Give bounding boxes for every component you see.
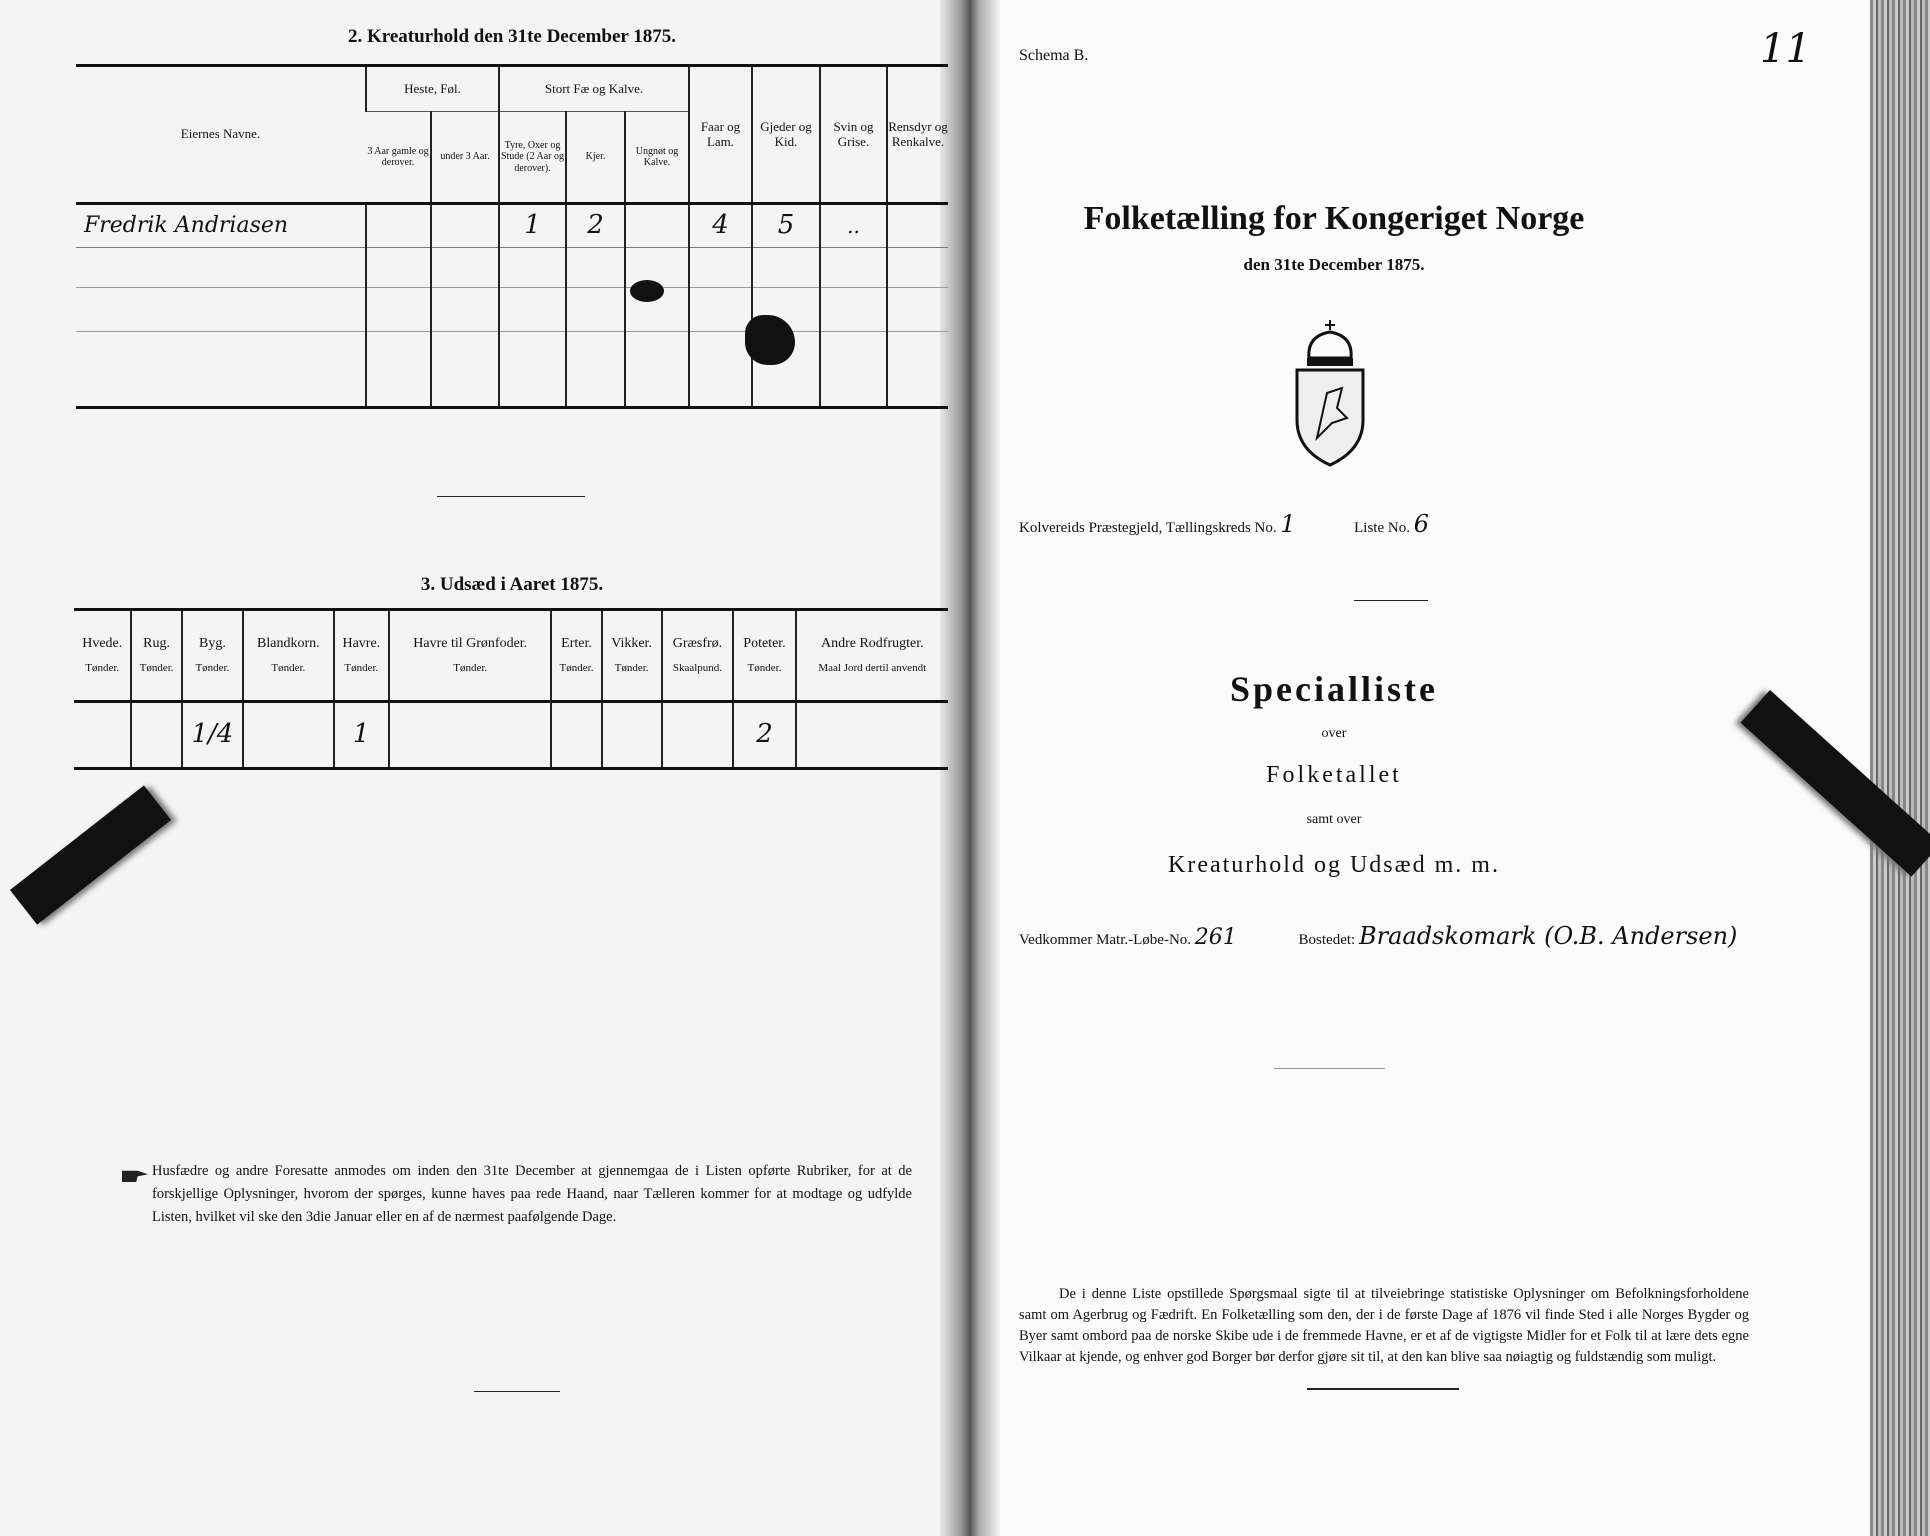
over-text: over <box>1321 726 1347 741</box>
seed-cell <box>74 702 131 769</box>
divider <box>1307 1388 1459 1390</box>
seed-cell: 1 <box>334 702 390 769</box>
divider <box>1354 600 1428 601</box>
book-gutter <box>940 0 1000 1536</box>
seed-cell <box>662 702 734 769</box>
samt-over-text: samt over <box>1306 812 1362 827</box>
coat-of-arms-icon <box>1287 318 1373 468</box>
seed-col-header <box>74 610 131 702</box>
table-row <box>76 204 948 248</box>
seed-cell: 1/4 <box>182 702 243 769</box>
cell <box>431 204 499 248</box>
seed-col-unit: Tønder. <box>747 662 782 675</box>
footnote: Husfædre og andre Foresatte anmodes om inden den 31te December at gjennemgaa de i Listen opførte Rubriker, for at de forskjellige Oplysninger, hvorom der spørges, kunne haves paa rede Haand, naar Tælleren kommer for at modtage og udfylde Listen, hvilket vil ske den 3die Januar eller en af de nærmest paafølgende Dage. <box>152 1163 912 1225</box>
livestock-table <box>76 64 948 409</box>
page-edges <box>1870 0 1930 1536</box>
seed-col-unit: Tønder. <box>195 662 230 675</box>
seed-col-header <box>182 610 243 702</box>
cell <box>887 204 948 248</box>
cell: 1 <box>499 204 566 248</box>
seed-col-name: Havre til Grønfoder. <box>413 636 528 652</box>
info-paragraph: De i denne Liste opstillede Spørgsmaal sigte til at tilveiebringe statistiske Oplysninger om Befolkningsforholdene samt om Agerbrug og Fædrift. En Folketælling som den, der i de første Dage af 1876 vil finde Sted i alle Norges Bygder og Byer samt ombord paa de norske Skibe ude i de fremmede Havne, er et af de vigtigste Midler for et Folk til at lære dets egne Vilkaar at kjende, og enhver god Borger bør derfor gjøre sit til, at den kan blive saa nøiagtig og fuldstændig som muligt. <box>1019 1286 1749 1365</box>
seed-col-header <box>131 610 181 702</box>
parish-label: Kolvereids Præstegjeld, Tællingskreds No. <box>1019 520 1277 536</box>
seed-col-name: Hvede. <box>82 636 123 652</box>
seed-col-name: Vikker. <box>611 636 652 652</box>
seed-cell <box>551 702 601 769</box>
seed-col-name: Erter. <box>561 636 592 652</box>
owner-name: Fredrik Andriasen <box>84 213 289 239</box>
seed-col-unit: Tønder. <box>344 662 379 675</box>
cell <box>625 204 689 248</box>
seed-cell <box>131 702 181 769</box>
seed-col-name: Andre Rodfrugter. <box>820 636 924 652</box>
ink-blot <box>630 280 664 302</box>
page-number: 11 <box>1760 26 1811 72</box>
list-label: Liste No. <box>1354 520 1410 536</box>
col-header: under 3 Aar. <box>431 112 499 204</box>
folketallet-text: Folketallet <box>1266 762 1402 788</box>
divider <box>1274 1068 1385 1069</box>
seed-col-unit: Tønder. <box>614 662 649 675</box>
seed-col-unit: Tønder. <box>85 662 120 675</box>
document-date: den 31te December 1875. <box>1243 255 1425 274</box>
seed-col-name: Rug. <box>143 636 171 652</box>
seed-cell <box>389 702 551 769</box>
seed-col-unit: Tønder. <box>453 662 488 675</box>
seed-cell <box>796 702 948 769</box>
parish-line <box>1019 510 1429 538</box>
seed-table <box>74 608 948 770</box>
section3-title: 3. Udsæd i Aaret 1875. <box>420 574 604 595</box>
seed-col-header <box>551 610 601 702</box>
group-header: Stort Fæ og Kalve. <box>499 66 689 112</box>
group-header: Heste, Føl. <box>366 66 499 112</box>
col-header: Tyre, Oxer og Stude (2 Aar og derover). <box>499 112 566 204</box>
bosted-value: Braadskomark (O.B. Andersen) <box>1358 922 1738 950</box>
cell: 4 <box>689 204 752 248</box>
col-header: Svin og Grise. <box>820 66 887 204</box>
matr-label: Vedkommer Matr.-Løbe-No. <box>1019 932 1192 948</box>
cell: 5 <box>752 204 820 248</box>
seed-cell <box>602 702 662 769</box>
seed-col-header <box>796 610 948 702</box>
heading: Specialliste <box>1230 669 1438 709</box>
kreaturhold-text: Kreaturhold og Udsæd m. m. <box>1168 852 1500 878</box>
seed-col-name: Blandkorn. <box>257 636 320 652</box>
location-line <box>1019 922 1737 950</box>
schema-label: Schema B. <box>1019 47 1089 64</box>
col-header: Faar og Lam. <box>689 66 752 204</box>
seed-col-header <box>733 610 795 702</box>
seed-col-unit: Maal Jord dertil anvendt <box>818 662 927 675</box>
cell: .. <box>820 204 887 248</box>
seed-col-name: Græsfrø. <box>672 636 723 652</box>
seed-col-name: Byg. <box>198 636 226 652</box>
matr-no: 261 <box>1194 925 1237 950</box>
section2-title: 2. Kreaturhold den 31te December 1875. <box>347 26 677 47</box>
col-header: Rensdyr og Renkalve. <box>887 66 948 204</box>
seed-cell <box>243 702 333 769</box>
district-no: 1 <box>1280 510 1296 538</box>
col-header: 3 Aar gamle og derover. <box>366 112 431 204</box>
seed-col-name: Poteter. <box>743 636 786 652</box>
owner-header: Eiernes Navne. <box>180 126 261 142</box>
seed-col-name: Havre. <box>342 636 381 652</box>
seed-col-unit: Skaalpund. <box>672 662 723 675</box>
seed-col-unit: Tønder. <box>139 662 174 675</box>
document-title: Folketælling for Kongeriget Norge <box>1083 200 1585 237</box>
bosted-label: Bostedet: <box>1298 932 1356 948</box>
divider <box>437 496 585 497</box>
seed-cell: 2 <box>733 702 795 769</box>
seed-col-unit: Tønder. <box>271 662 306 675</box>
cell <box>366 204 431 248</box>
seed-col-header <box>334 610 390 702</box>
seed-col-unit: Tønder. <box>559 662 594 675</box>
divider <box>474 1391 560 1392</box>
seed-col-header <box>662 610 734 702</box>
col-header: Gjeder og Kid. <box>752 66 820 204</box>
list-no: 6 <box>1413 510 1429 538</box>
col-header: Kjer. <box>566 112 625 204</box>
col-header: Ungnøt og Kalve. <box>625 112 689 204</box>
seed-col-header <box>602 610 662 702</box>
seed-col-header <box>389 610 551 702</box>
ink-blot <box>745 315 795 365</box>
cell: 2 <box>566 204 625 248</box>
seed-col-header <box>243 610 333 702</box>
